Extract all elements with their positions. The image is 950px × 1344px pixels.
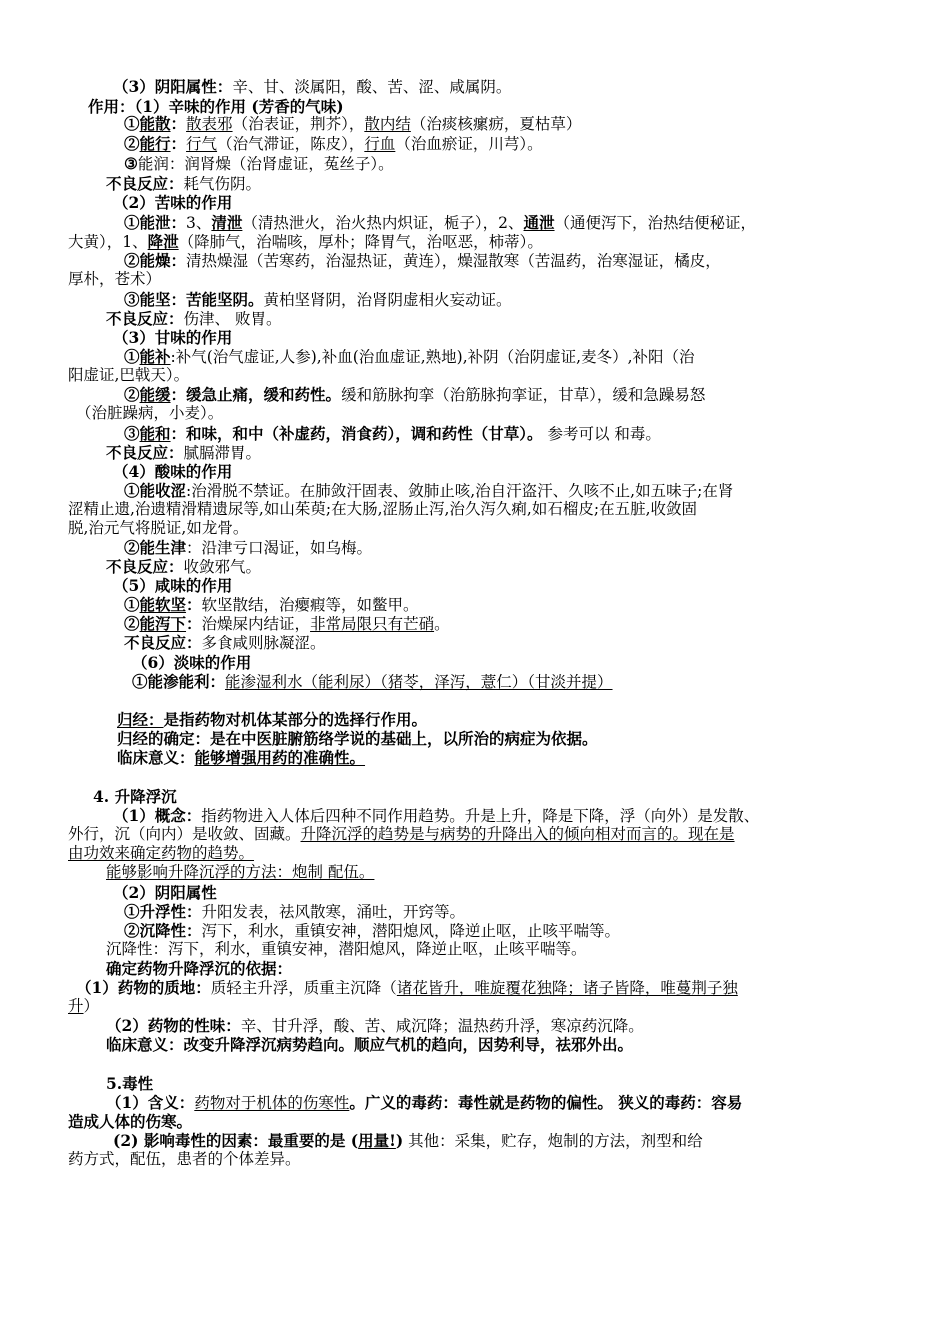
text-run: （1）	[106, 1093, 148, 1112]
text-run: 临床意义：	[117, 748, 195, 767]
text-run: 临床意义：改变升降浮沉病势趋向。顺应气机的趋向，因势利导，祛邪外出。	[106, 1035, 634, 1054]
text-line	[124, 114, 581, 134]
text-line	[106, 557, 261, 577]
text-run: 缓和筋脉拘挛（治筋脉拘挛证，甘草），缓和急躁易怒	[341, 386, 706, 404]
text-run: 能渗湿利水（能利尿）（猪苓，泽泻，薏仁）（甘淡并提）	[225, 673, 613, 691]
text-run: 参考可以 和毒。	[542, 425, 661, 443]
text-line	[68, 500, 697, 519]
text-line	[124, 251, 721, 271]
text-run: 不良反应：	[106, 443, 184, 462]
text-line	[124, 481, 733, 501]
text-run: 行气	[186, 135, 218, 153]
text-run: ①能泄：	[124, 213, 187, 232]
text-run: 不良反应：	[106, 174, 184, 193]
text-run: 能缓	[139, 385, 171, 404]
text-line	[106, 1074, 153, 1094]
text-run: 其他：采集，贮存，炮制的方法，剂型和给	[403, 1132, 703, 1150]
text-run: :治滑脱不禁证。在肺敛汗固表、敛肺止咳,治自汗盗汗、久咳不止,如五味子;在肾	[186, 482, 734, 500]
text-line	[106, 940, 587, 959]
text-line	[113, 462, 232, 482]
text-run: ：	[186, 595, 202, 614]
text-line	[76, 978, 738, 998]
text-line	[76, 404, 223, 423]
text-run: 清泄	[211, 213, 243, 232]
text-run: 能够影响升降沉浮的方法：炮制 配伍。	[106, 863, 375, 881]
text-line	[124, 134, 543, 154]
text-run: ①能渗能利：	[132, 672, 226, 691]
text-run: 伤津、 败胃。	[183, 310, 282, 328]
text-line	[124, 424, 661, 444]
text-run: （治血瘀证，川芎）。	[395, 135, 543, 153]
text-line	[124, 385, 705, 405]
text-line	[113, 1131, 703, 1151]
text-run: 是指药物对机体某部分的选择行作用。	[163, 710, 428, 729]
text-run: 散内结	[364, 115, 411, 133]
text-run: 5.毒性	[106, 1074, 154, 1093]
text-line	[93, 787, 177, 807]
text-line	[68, 366, 189, 385]
text-line	[106, 309, 281, 329]
text-line	[68, 997, 99, 1016]
text-run: 收敛邪气。	[183, 558, 262, 576]
text-line	[68, 1112, 192, 1132]
text-line	[132, 653, 251, 673]
text-run: 腻膈滞胃。	[183, 444, 262, 462]
text-run: （2）阴阳属性	[113, 883, 217, 902]
text-line	[106, 174, 261, 194]
text-run: ：沿津亏口渴证，如乌梅。	[186, 539, 373, 557]
text-run: 质轻主升浮，质重主沉降（	[210, 979, 397, 997]
text-run: 能润：润肾燥（治肾虚证，菟丝子）。	[137, 155, 394, 173]
text-line	[113, 193, 232, 213]
text-run: 降泄	[147, 232, 179, 251]
text-line	[124, 902, 465, 922]
text-run: ：	[170, 134, 187, 153]
text-run: 能散	[139, 114, 171, 133]
text-run: （6）淡味的作用	[132, 653, 252, 672]
text-run: 阴阳属性：	[154, 77, 233, 96]
text-run: 能泻下	[139, 614, 187, 633]
text-line	[117, 748, 365, 768]
text-run: （1）概念：	[113, 806, 202, 825]
text-run: 3、	[186, 214, 212, 232]
text-run: ②能生津	[124, 538, 187, 557]
text-line	[106, 1093, 742, 1113]
text-run: ①能收涩	[124, 481, 187, 500]
text-run: 能补	[139, 347, 171, 366]
text-line	[113, 328, 232, 348]
text-run: ②	[124, 134, 140, 153]
text-line	[124, 347, 695, 367]
text-run: 不良反应：	[106, 557, 184, 576]
text-line	[106, 1016, 644, 1036]
text-line	[117, 710, 427, 730]
text-run: 涩精止遗,治遗精滑精遗尿等,如山茱萸;在大肠,涩肠止泻,治久泻久痢,如石榴皮;在五脏,收敛固	[68, 500, 698, 518]
text-run: 脱,治元气将脱证,如龙骨。	[68, 519, 249, 537]
text-line	[124, 154, 394, 174]
text-run: ①升浮性：	[124, 902, 202, 921]
text-run: ：	[170, 114, 187, 133]
text-run: 清热燥湿（苦寒药，治湿热证，黄连），燥湿散寒（苦温药，治寒湿证，橘皮，	[186, 252, 721, 270]
text-run: （3）甘味的作用	[113, 328, 233, 347]
text-run: ①	[124, 114, 140, 133]
text-run: 升	[68, 997, 84, 1015]
text-run: （4）酸味的作用	[113, 462, 233, 481]
text-run: 造成人体的伤寒。	[68, 1112, 193, 1131]
text-run: 由功效来确定药物的趋势。	[68, 844, 255, 862]
text-run: 辛、甘升浮，酸、苦、咸沉降；温热药升浮，寒凉药沉降。	[240, 1017, 644, 1035]
text-run: 耗气伤阴。	[183, 175, 262, 193]
text-run: 归经的确定：是在中医脏腑筋络学说的基础上，以所治的病症为依据。	[117, 729, 598, 748]
text-run: 阳虚证,巴戟天）。	[68, 366, 190, 384]
text-line	[124, 921, 620, 941]
text-run: 辛、甘、淡属阳，酸、苦、涩、咸属阴。	[232, 78, 512, 96]
text-run: 厚朴，苍术）	[68, 270, 162, 288]
text-line	[106, 1035, 633, 1055]
text-run: 大黄），1、	[68, 233, 148, 251]
text-run: 能和	[139, 424, 171, 443]
text-run: 升阳发表，祛风散寒，涌吐，开窍等。	[201, 903, 466, 921]
text-run: 能行	[139, 134, 171, 153]
text-run: 药方式，配伍，患者的个体差异。	[68, 1150, 301, 1168]
text-run: ：	[186, 614, 202, 633]
text-run: ：	[170, 385, 187, 404]
text-run: 含义：	[147, 1093, 195, 1112]
text-run: ①	[124, 595, 140, 614]
text-run: 指药物进入人体后四种不同作用趋势。升是上升，降是下降，浮（向外）是发散、	[201, 807, 760, 825]
text-line	[132, 672, 613, 692]
text-line	[68, 270, 161, 289]
text-run: （治痰核瘰疬，夏枯草）	[410, 115, 582, 133]
text-run: 治燥屎内结证，	[201, 615, 311, 633]
text-run: 散表邪	[186, 115, 233, 133]
text-run: 软坚散结，治瘿瘕等，如鳖甲。	[201, 596, 419, 614]
text-line	[68, 519, 248, 538]
text-line	[68, 825, 735, 844]
text-run: 通泄	[523, 213, 555, 232]
text-line	[124, 213, 756, 233]
text-run: 沉降性：泻下，利水，重镇安神，潜阳熄风，降逆止呕，止咳平喘等。	[106, 940, 587, 958]
text-run: 确定药物升降浮沉的依据：	[106, 959, 293, 978]
text-line	[68, 844, 254, 863]
text-run: 诸花皆升，唯旋覆花独降；诸子皆降，唯蔓荆子独	[396, 979, 738, 997]
text-run: 行血	[364, 135, 396, 153]
text-run: 外行，沉（向内）是收敛、固藏。	[68, 825, 301, 843]
text-run: 多食咸则脉凝涩。	[201, 634, 326, 652]
text-run: 能软坚	[139, 595, 187, 614]
text-run: （2）药物的性味：	[106, 1016, 241, 1035]
text-run: ）	[83, 997, 100, 1015]
text-line	[124, 595, 419, 615]
text-run: 泻下，利水，重镇安神，潜阳熄风，降逆止呕，止咳平喘等。	[201, 922, 621, 940]
text-run: 归经：	[117, 710, 164, 729]
text-line	[124, 633, 326, 653]
text-run: 非常局限只有芒硝	[310, 615, 435, 633]
text-run: 用量!	[358, 1131, 396, 1150]
text-run: ②	[124, 614, 140, 633]
text-run: ②能燥：	[124, 251, 187, 270]
text-run: 。广义的毒药：毒性就是药物的偏性。 狭义的毒药：容易	[349, 1093, 743, 1112]
text-line	[106, 959, 292, 979]
text-run: 不良反应：	[124, 633, 202, 652]
text-run: ①	[124, 347, 140, 366]
text-line	[113, 883, 217, 903]
text-run: （治表证，荆芥），	[232, 115, 365, 133]
text-run: （治气滞证，陈皮），	[217, 135, 365, 153]
text-run: ③能坚：苦能坚阴。	[124, 290, 264, 309]
text-line	[124, 538, 372, 558]
text-run: 药物对于机体的伤寒性	[194, 1094, 350, 1112]
text-line	[117, 729, 598, 749]
text-run: 升降沉浮的趋势是与病势的升降出入的倾向相对而言的。现在是	[300, 825, 735, 843]
text-line	[113, 806, 759, 826]
text-run: ②	[124, 385, 140, 404]
text-line	[113, 77, 511, 97]
text-line	[124, 290, 512, 310]
text-run: ：和味，和中（补虚药，消食药），调和药性（甘草）。	[170, 424, 543, 443]
text-run: 不良反应：	[106, 309, 184, 328]
text-run: 能够增强用药的准确性。	[194, 748, 366, 767]
text-run: （降肺气，治喘咳，厚朴；降胃气，治呕恶，柿蒂）。	[178, 233, 543, 251]
text-run: （2）苦味的作用	[113, 193, 233, 212]
text-run: 。	[434, 615, 450, 633]
text-line	[106, 443, 261, 463]
text-line	[113, 576, 232, 596]
text-run: （清热泄火，治火热内炽证，栀子），2、	[242, 214, 524, 232]
text-run: （5）咸味的作用	[113, 576, 233, 595]
text-run: 缓急止痛，缓和药性。	[186, 385, 342, 404]
text-run: （1）药物的质地：	[76, 978, 211, 997]
text-run: （通便泻下，治热结便秘证，	[554, 214, 757, 232]
text-run: (2) 影响毒性的因素：最重要的是 (	[113, 1131, 359, 1150]
text-run: 作用：（1）辛味的作用 (芳香的气味)	[88, 97, 344, 116]
text-line	[68, 1150, 301, 1169]
text-line	[124, 614, 450, 634]
text-run: ②沉降性：	[124, 921, 202, 940]
text-run: （治脏躁病，小麦）。	[76, 404, 224, 422]
text-run: )	[395, 1131, 404, 1150]
text-run: 4. 升降浮沉	[93, 787, 177, 806]
text-run: ③	[124, 154, 138, 173]
text-run: ③	[124, 424, 140, 443]
text-run: （3）	[113, 77, 155, 96]
text-run: :补气(治气虚证,人参),补血(治血虚证,熟地),补阴（治阴虚证,麦冬）,补阳（治	[170, 348, 695, 366]
text-run: 黄柏坚肾阴，治肾阴虚相火妄动证。	[263, 291, 512, 309]
text-line	[106, 863, 374, 882]
text-line	[68, 232, 543, 252]
